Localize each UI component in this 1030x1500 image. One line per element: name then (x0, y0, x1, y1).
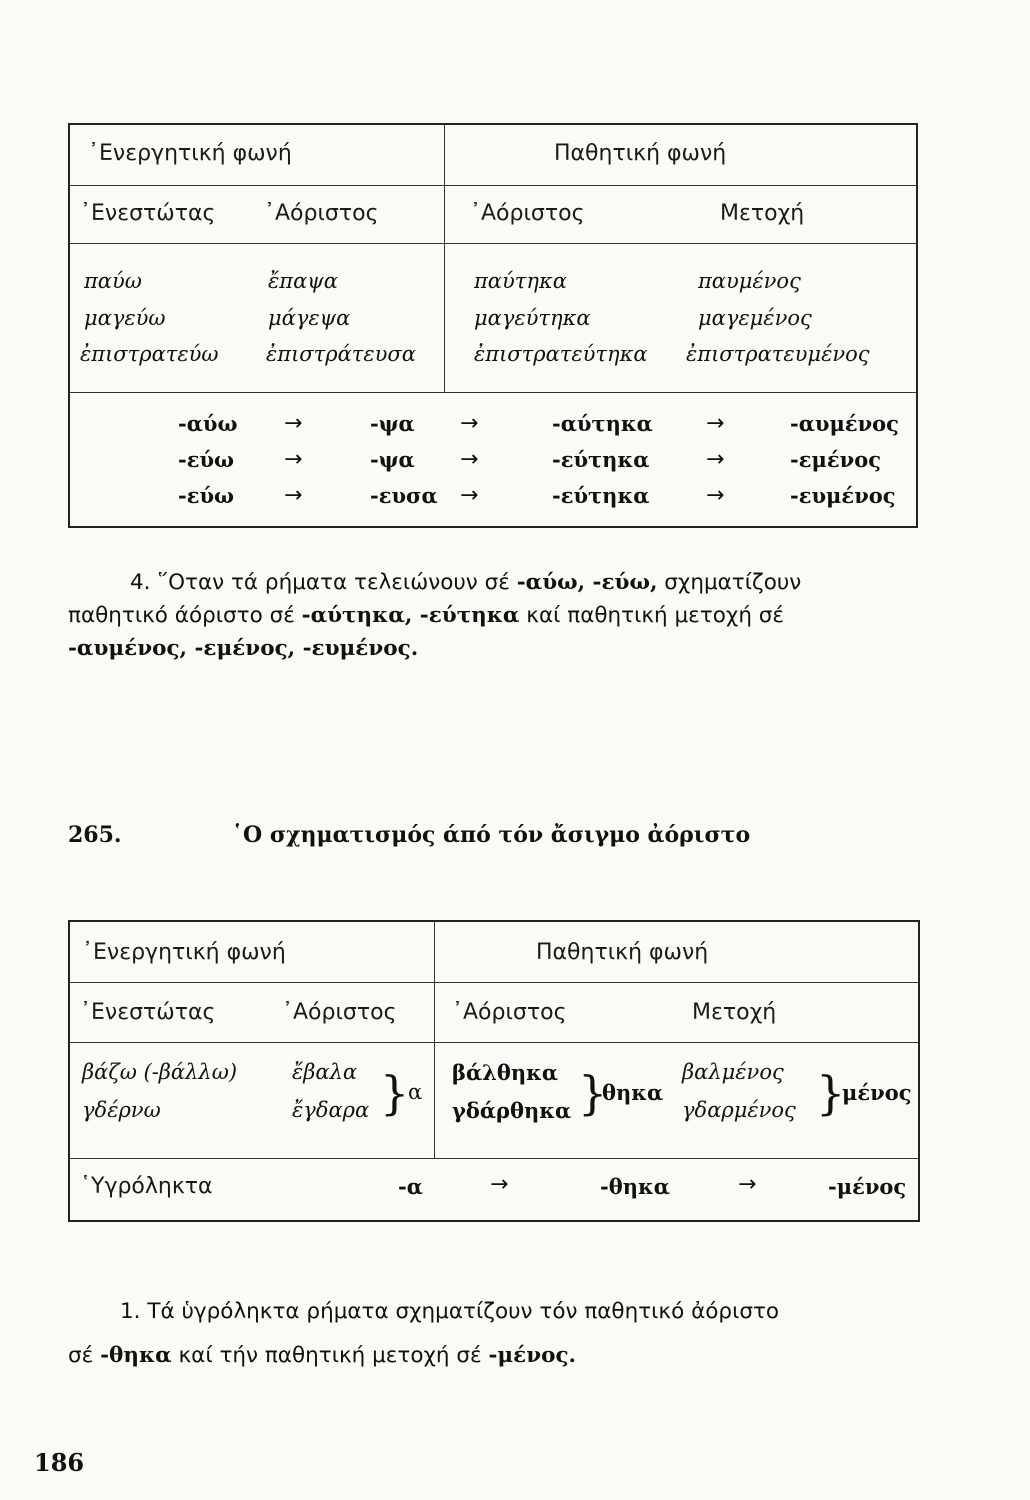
ending-present: -αύω (178, 411, 238, 436)
col-participle: Μετοχή (692, 1000, 777, 1025)
verb-present: βάζω (-βάλλω) (82, 1060, 238, 1084)
liquids-aorist-ending: -α (398, 1174, 423, 1199)
ending-participle: -αυμένος (790, 411, 899, 436)
arrow-icon: → (460, 483, 479, 508)
table-column-divider (444, 125, 445, 392)
verb-passive-aorist: βάλθηκα (452, 1060, 559, 1085)
verb-aorist: μάγεψα (268, 306, 351, 330)
rule-bold-text: -μένος. (488, 1343, 577, 1368)
table-divider (70, 392, 916, 393)
verb-aorist: ἐπιστράτευσα (266, 342, 416, 366)
ending-passive-aorist: -εύτηκα (552, 483, 650, 508)
header-passive-voice: Παθητική φωνή (554, 141, 727, 166)
arrow-icon: → (284, 483, 303, 508)
participle-suffix: μένος (842, 1080, 912, 1105)
header-active-voice: ᾿Ενεργητική φωνή (82, 940, 286, 965)
ending-passive-aorist: -αύτηκα (552, 411, 653, 436)
header-passive-voice: Παθητική φωνή (536, 940, 709, 965)
col-aorist: ᾿Αόριστος (282, 1000, 397, 1025)
right-brace-icon: } (380, 1066, 410, 1120)
verb-participle: μαγεμένος (698, 306, 812, 330)
rule-bold-text: -αυμένος, -εμένος, -ευμένος. (68, 636, 419, 661)
rule-1-paragraph (68, 1290, 928, 1378)
col-participle: Μετοχή (720, 201, 805, 226)
verb-aorist: ἔβαλα (292, 1060, 358, 1084)
ending-aorist: -ψα (370, 411, 415, 436)
liquids-participle-ending: -μένος (828, 1174, 907, 1199)
verb-participle: παυμένος (698, 269, 801, 293)
verb-passive-aorist: γδάρθηκα (452, 1098, 572, 1123)
rule-4-line-2 (68, 599, 928, 632)
verb-present: ἐπιστρατεύω (80, 342, 219, 366)
verb-present: παύω (84, 269, 142, 293)
passive-suffix: θηκα (602, 1080, 664, 1105)
verb-participle: ἐπιστρατευμένος (686, 342, 870, 366)
table-divider (70, 1158, 918, 1159)
arrow-icon: → (706, 411, 725, 436)
table-column-divider (434, 922, 435, 1158)
rule-text: σχηματίζουν (657, 570, 802, 595)
verb-present: μαγεύω (84, 306, 166, 330)
arrow-icon: → (460, 411, 479, 436)
table-divider (70, 243, 916, 244)
ending-participle: -ευμένος (790, 483, 896, 508)
table-divider (70, 185, 916, 186)
verb-present: γδέρνω (82, 1098, 161, 1122)
rule-text: καί τήν παθητική μετοχή σέ (171, 1343, 489, 1368)
arrow-icon: → (490, 1172, 509, 1197)
arrow-icon: → (284, 411, 303, 436)
verb-passive-aorist: ἐπιστρατεύτηκα (474, 342, 648, 366)
arrow-icon: → (706, 483, 725, 508)
rule-bold-text: -αύω, -εύω, (516, 570, 658, 595)
arrow-icon: → (460, 447, 479, 472)
rule-1-line-1: 1. Τά ὑγρόληκτα ρήματα σχηματίζουν τόν παθητικό ἀόριστο (120, 1299, 780, 1324)
page-number: 186 (34, 1448, 85, 1477)
right-brace-icon: } (578, 1066, 608, 1120)
rule-text: 4. ῞Οταν τά ρήματα τελειώνουν σέ (130, 570, 517, 595)
right-brace-icon: } (816, 1066, 846, 1120)
table-divider (70, 982, 918, 983)
rule-bold-text: -αύτηκα, -εύτηκα (301, 603, 520, 628)
rule-4-line-1 (68, 566, 928, 599)
rule-text: παθητικό άόριστο σέ (68, 603, 302, 628)
rule-4-line-3 (68, 632, 928, 665)
col-passive-aorist: ᾿Αόριστος (470, 201, 585, 226)
col-passive-aorist: ᾿Αόριστος (452, 1000, 567, 1025)
section-title: ῾Ο σχηματισμός άπό τόν ἄσιγμο ἀόριστο (232, 822, 751, 848)
rule-1-line-2 (68, 1334, 928, 1378)
verb-participle: βαλμένος (682, 1060, 784, 1084)
verb-aorist: ἔγδαρα (292, 1098, 370, 1122)
col-aorist: ᾿Αόριστος (264, 201, 379, 226)
arrow-icon: → (284, 447, 303, 472)
ending-present: -εύω (178, 483, 235, 508)
rule-text: καί παθητική μετοχή σέ (519, 603, 785, 628)
header-active-voice: ᾿Ενεργητική φωνή (88, 141, 292, 166)
rule-4-paragraph (68, 566, 928, 665)
rule-text: σέ (68, 1343, 101, 1368)
verb-passive-aorist: παύτηκα (474, 269, 567, 293)
col-present: ᾿Ενεστώτας (80, 1000, 216, 1025)
ending-passive-aorist: -εύτηκα (552, 447, 650, 472)
arrow-icon: → (706, 447, 725, 472)
col-present: ᾿Ενεστώτας (80, 201, 216, 226)
conjugation-table-2 (68, 920, 920, 1222)
aorist-suffix: α (408, 1080, 423, 1104)
ending-aorist: -ψα (370, 447, 415, 472)
conjugation-table-1 (68, 123, 918, 528)
ending-present: -εύω (178, 447, 235, 472)
rule-bold-text: -θηκα (100, 1343, 172, 1368)
liquids-label: ῾Υγρόληκτα (80, 1174, 213, 1199)
verb-passive-aorist: μαγεύτηκα (474, 306, 591, 330)
ending-participle: -εμένος (790, 447, 881, 472)
liquids-passive-ending: -θηκα (600, 1174, 670, 1199)
arrow-icon: → (738, 1172, 757, 1197)
verb-participle: γδαρμένος (682, 1098, 796, 1122)
section-number: 265. (68, 822, 122, 848)
verb-aorist: ἔπαψα (268, 269, 338, 293)
table-divider (70, 1042, 918, 1043)
ending-aorist: -ευσα (370, 483, 438, 508)
